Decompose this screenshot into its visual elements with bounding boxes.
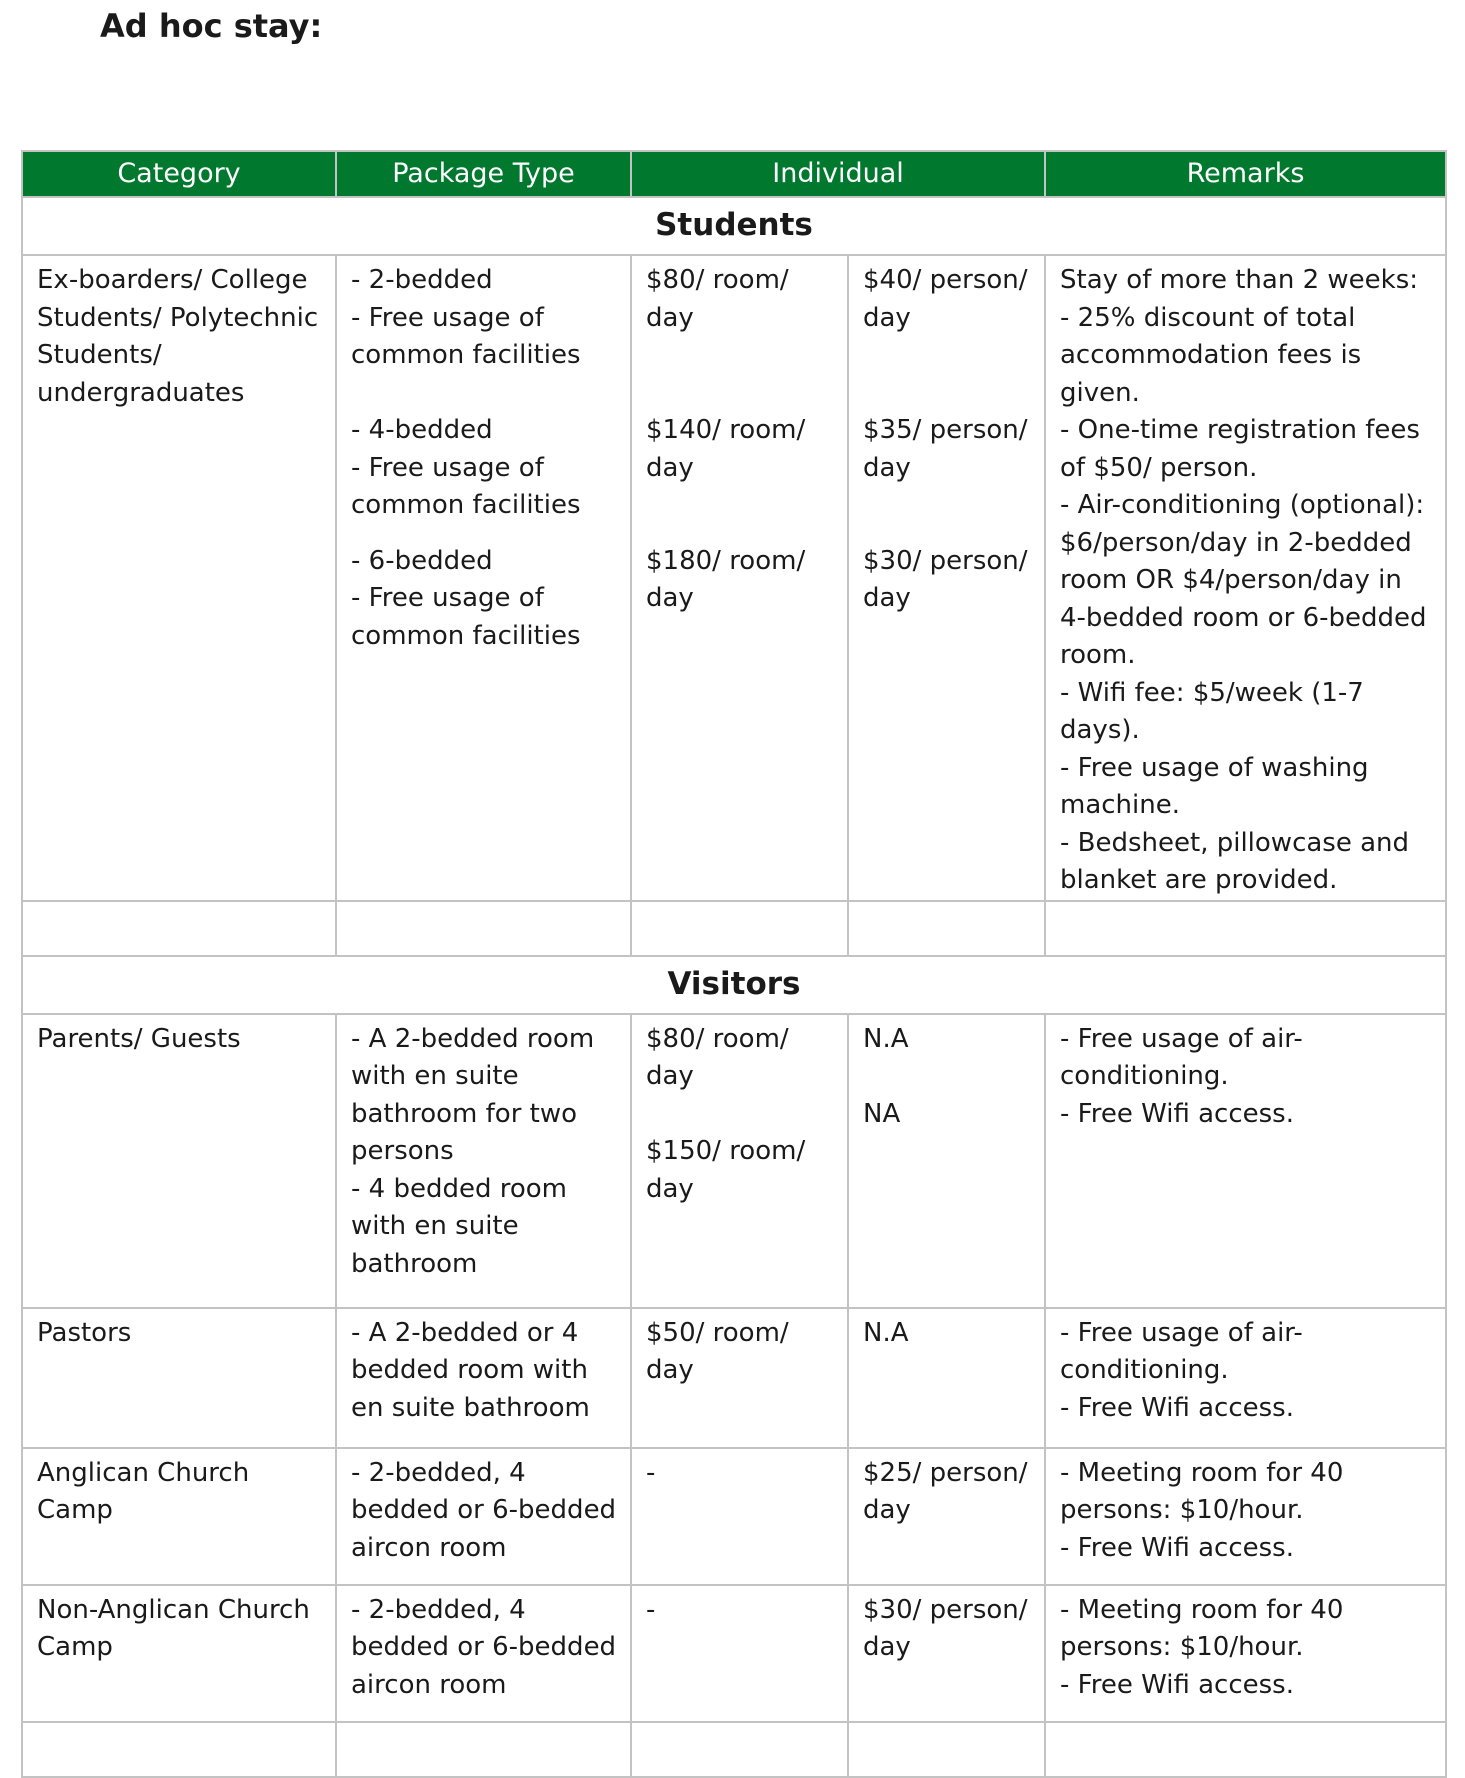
- text-line: - Bedsheet, pillowcase and: [1060, 827, 1410, 858]
- text-line: - Free usage of air-: [1060, 1023, 1303, 1054]
- text-line: $25/ person/: [863, 1457, 1028, 1488]
- students-room-rate-cell: [631, 255, 848, 901]
- text-line: - Free usage of: [351, 452, 544, 483]
- text-line: $40/ person/: [863, 265, 1028, 295]
- package-block: [351, 262, 618, 412]
- text-line: $180/ room/: [646, 545, 806, 576]
- text-line: bedded or 6-bedded: [351, 1632, 617, 1662]
- visitor-remarks: [1060, 1021, 1433, 1134]
- line-gap: [646, 487, 835, 525]
- text-line: [863, 1058, 1032, 1096]
- section-title-visitors: Visitors: [22, 956, 1446, 1014]
- header-category: Category: [22, 151, 336, 197]
- visitor-package: [351, 1315, 618, 1428]
- text-line: persons: $10/hour.: [1060, 1495, 1304, 1525]
- text-line: [646, 1096, 835, 1134]
- visitor-category: [37, 1315, 323, 1353]
- text-line: Camp: [37, 1632, 113, 1662]
- text-line: aircon room: [351, 1669, 507, 1700]
- text-line: - 2-bedded: [351, 265, 493, 295]
- text-line: $6/person/day in 2-bedded: [1060, 527, 1412, 558]
- text-line: day: [646, 583, 694, 613]
- package-block: [863, 412, 1032, 543]
- line-gap: [863, 525, 1032, 543]
- text-line: days).: [1060, 715, 1140, 745]
- text-line: - Free Wifi access.: [1060, 1392, 1294, 1423]
- text-line: of $50/ person.: [1060, 452, 1258, 483]
- text-line: bedded room with: [351, 1355, 588, 1385]
- text-line: - Free Wifi access.: [1060, 1098, 1294, 1129]
- text-line: day: [646, 1061, 694, 1091]
- text-line: $30/ person/: [863, 1594, 1028, 1625]
- visitor-room-rate: [646, 1455, 835, 1493]
- visitor-package-cell: [336, 1014, 631, 1308]
- visitor-person-rate: [863, 1455, 1032, 1530]
- text-line: Students/: [37, 340, 162, 370]
- students-person-rates: [863, 262, 1032, 693]
- section-row-students: [22, 197, 1446, 255]
- students-packages: [351, 262, 618, 693]
- line-gap: [646, 375, 835, 413]
- visitor-room-rate-cell: [631, 1448, 848, 1585]
- text-line: day: [863, 583, 911, 613]
- line-gap: [646, 525, 835, 543]
- line-gap: [863, 618, 1032, 656]
- line-gap: [351, 655, 618, 693]
- text-line: - Meeting room for 40: [1060, 1594, 1344, 1625]
- line-gap: [863, 487, 1032, 525]
- text-line: bathroom: [351, 1248, 478, 1279]
- text-line: bedded or 6-bedded: [351, 1495, 617, 1525]
- visitor-remarks: [1060, 1592, 1433, 1705]
- text-line: day: [646, 1355, 694, 1385]
- visitor-remarks: [1060, 1455, 1433, 1568]
- visitor-package: [351, 1592, 618, 1705]
- text-line: - Air-conditioning (optional):: [1060, 490, 1425, 520]
- text-line: N.A: [863, 1317, 909, 1348]
- text-line: $140/ room/: [646, 415, 806, 445]
- text-line: - A 2-bedded or 4: [351, 1317, 579, 1348]
- line-gap: [863, 337, 1032, 375]
- text-line: - 6-bedded: [351, 545, 493, 576]
- visitor-package-cell: [336, 1308, 631, 1448]
- line-gap: [351, 375, 618, 413]
- text-line: - A 2-bedded room: [351, 1023, 595, 1054]
- table-row: [22, 255, 1446, 901]
- visitor-category-cell: [22, 1585, 336, 1722]
- visitor-category-cell: [22, 1014, 336, 1308]
- package-block: [646, 262, 835, 412]
- visitor-room-rate: [646, 1315, 835, 1390]
- text-line: common facilities: [351, 620, 581, 651]
- text-line: machine.: [1060, 790, 1180, 820]
- text-line: - Wifi fee: $5/week (1-7: [1060, 677, 1364, 708]
- students-category: [37, 262, 323, 412]
- table-row: [22, 1585, 1446, 1722]
- text-line: day: [863, 302, 911, 333]
- line-gap: [863, 655, 1032, 693]
- text-line: $50/ room/: [646, 1317, 789, 1348]
- text-line: day: [646, 452, 694, 483]
- package-block: [646, 543, 835, 693]
- students-category-cell: [22, 255, 336, 901]
- text-line: - One-time registration fees: [1060, 415, 1420, 445]
- text-line: Pastors: [37, 1317, 132, 1348]
- text-line: given.: [1060, 377, 1140, 408]
- line-gap: [646, 618, 835, 656]
- visitor-package-cell: [336, 1585, 631, 1722]
- text-line: conditioning.: [1060, 1061, 1229, 1091]
- text-line: persons: $10/hour.: [1060, 1632, 1304, 1662]
- visitor-remarks-cell: [1045, 1448, 1446, 1585]
- text-line: Anglican Church Camp: [37, 1457, 258, 1525]
- text-line: - 2-bedded, 4: [351, 1457, 526, 1488]
- visitor-remarks-cell: [1045, 1014, 1446, 1308]
- text-line: room OR $4/person/day in: [1060, 565, 1402, 595]
- table-header-row: [22, 151, 1446, 197]
- text-line: day: [646, 302, 694, 333]
- text-line: conditioning.: [1060, 1355, 1229, 1385]
- line-gap: [646, 655, 835, 693]
- visitor-room-rate: [646, 1592, 835, 1630]
- visitor-remarks: [1060, 1315, 1433, 1428]
- header-remarks: Remarks: [1045, 151, 1446, 197]
- visitor-room-rate: [646, 1021, 835, 1209]
- text-line: en suite bathroom: [351, 1392, 590, 1423]
- text-line: with en suite: [351, 1061, 519, 1091]
- visitor-package: [351, 1455, 618, 1568]
- text-line: Students/ Polytechnic: [37, 302, 319, 333]
- text-line: - Free usage of air-: [1060, 1317, 1303, 1348]
- visitor-room-rate-cell: [631, 1585, 848, 1722]
- text-line: - Free Wifi access.: [1060, 1532, 1294, 1563]
- text-line: - 25% discount of total: [1060, 302, 1356, 333]
- package-block: [863, 543, 1032, 693]
- line-gap: [351, 525, 618, 543]
- visitor-category: [37, 1021, 323, 1059]
- text-line: NA: [863, 1098, 901, 1129]
- line-gap: [863, 375, 1032, 413]
- text-line: day: [863, 1632, 911, 1662]
- text-line: room.: [1060, 640, 1136, 670]
- text-line: - Free usage of: [351, 302, 544, 333]
- rates-table: [21, 150, 1447, 1778]
- text-line: - Free Wifi access.: [1060, 1669, 1294, 1700]
- text-line: bathroom for two: [351, 1098, 578, 1129]
- visitor-category: [37, 1592, 323, 1667]
- text-line: blanket are provided.: [1060, 865, 1338, 895]
- text-line: $80/ room/: [646, 1023, 789, 1054]
- line-gap: [646, 337, 835, 375]
- package-block: [646, 412, 835, 543]
- text-line: - 2-bedded, 4: [351, 1594, 526, 1625]
- students-room-rates: [646, 262, 835, 693]
- visitor-category-cell: [22, 1308, 336, 1448]
- text-line: aircon room: [351, 1532, 507, 1563]
- text-line: -: [646, 1457, 656, 1488]
- package-block: [351, 412, 618, 543]
- section-title-students: Students: [22, 197, 1446, 255]
- text-line: - Free usage of washing: [1060, 752, 1369, 783]
- visitor-person-rate-cell: [848, 1308, 1045, 1448]
- text-line: $30/ person/: [863, 545, 1028, 576]
- table-row: [22, 1448, 1446, 1585]
- visitor-package-cell: [336, 1448, 631, 1585]
- header-package-type: Package Type: [336, 151, 631, 197]
- students-remarks-cell: [1045, 255, 1446, 901]
- text-line: accommodation fees is: [1060, 340, 1362, 370]
- visitor-category: [37, 1455, 323, 1530]
- students-package-cell: [336, 255, 631, 901]
- table-row: [22, 1014, 1446, 1308]
- visitor-package: [351, 1021, 618, 1284]
- header-individual: Individual: [631, 151, 1045, 197]
- text-line: Parents/ Guests: [37, 1023, 241, 1054]
- text-line: $150/ room/: [646, 1136, 806, 1166]
- text-line: Non-Anglican Church: [37, 1594, 310, 1625]
- text-line: - Free usage of: [351, 583, 544, 613]
- text-line: Ex-boarders/ College: [37, 265, 308, 295]
- text-line: N.A: [863, 1023, 909, 1054]
- package-block: [351, 543, 618, 693]
- text-line: - 4-bedded: [351, 415, 493, 445]
- visitor-remarks-cell: [1045, 1308, 1446, 1448]
- text-line: $35/ person/: [863, 415, 1028, 445]
- empty-row: [22, 1722, 1446, 1777]
- visitor-person-rate-cell: [848, 1014, 1045, 1308]
- text-line: $80/ room/: [646, 265, 789, 295]
- visitor-person-rate: [863, 1315, 1032, 1353]
- visitor-category-cell: [22, 1448, 336, 1585]
- text-line: day: [863, 1495, 911, 1525]
- section-row-visitors: [22, 956, 1446, 1014]
- text-line: day: [863, 452, 911, 483]
- visitor-room-rate-cell: [631, 1308, 848, 1448]
- visitor-person-rate: [863, 1021, 1032, 1134]
- package-block: [863, 262, 1032, 412]
- visitor-remarks-cell: [1045, 1585, 1446, 1722]
- text-line: - Meeting room for 40: [1060, 1457, 1344, 1488]
- text-line: common facilities: [351, 490, 581, 520]
- text-line: Stay of more than 2 weeks:: [1060, 265, 1418, 295]
- text-line: - 4 bedded room: [351, 1173, 567, 1204]
- table-row: [22, 1308, 1446, 1448]
- empty-row: [22, 901, 1446, 956]
- students-remarks: [1060, 262, 1433, 900]
- visitor-room-rate-cell: [631, 1014, 848, 1308]
- text-line: undergraduates: [37, 377, 245, 408]
- text-line: persons: [351, 1136, 454, 1166]
- text-line: -: [646, 1594, 656, 1625]
- text-line: common facilities: [351, 340, 581, 370]
- visitor-person-rate: [863, 1592, 1032, 1667]
- visitor-person-rate-cell: [848, 1585, 1045, 1722]
- text-line: day: [646, 1173, 694, 1204]
- visitor-person-rate-cell: [848, 1448, 1045, 1585]
- students-person-rate-cell: [848, 255, 1045, 901]
- page-title: Ad hoc stay:: [100, 7, 323, 45]
- text-line: with en suite: [351, 1211, 519, 1241]
- text-line: 4-bedded room or 6-bedded: [1060, 602, 1427, 633]
